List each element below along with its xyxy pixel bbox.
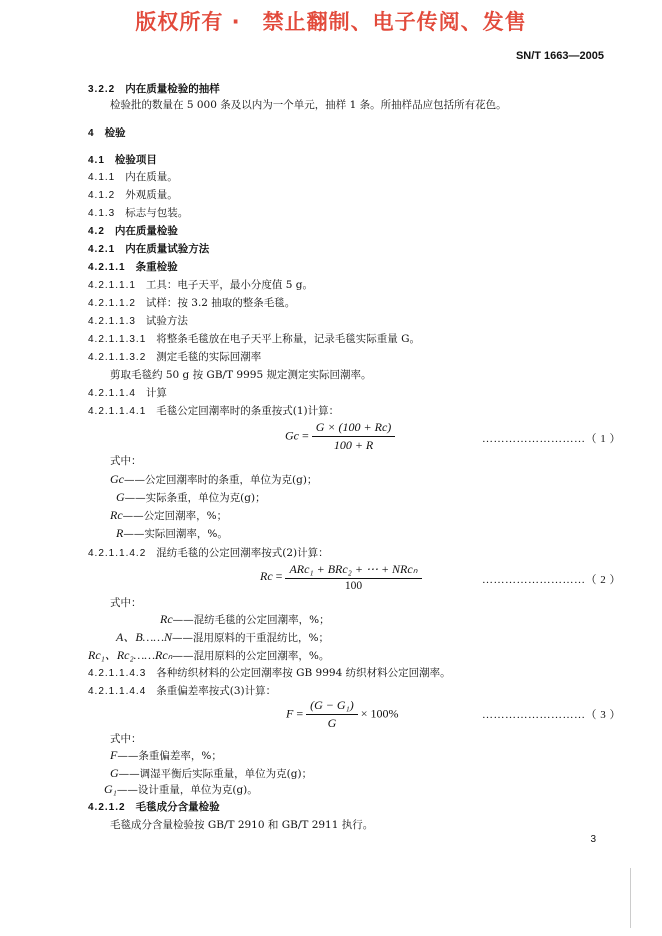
section-number: 4.2.1.1.1: [88, 280, 136, 291]
heading-4-1: [88, 153, 157, 168]
heading-4: [88, 126, 126, 141]
item-4-2-1-1-3-1: [88, 332, 420, 347]
section-number: 4.2.1.1.3: [88, 316, 136, 327]
section-title: 内在质量检验的抽样: [125, 83, 220, 95]
variable-desc: ——实际回潮率，%。: [123, 528, 228, 540]
heading-3-2-2: [88, 82, 220, 97]
heading-4-2-1: [88, 242, 209, 257]
variable-desc: ——公定回潮率时的条重，单位为克(g)；: [124, 474, 318, 486]
variable-symbol: G: [110, 766, 119, 780]
equation-2-label: ………………………（ 2 ）: [482, 574, 621, 586]
item-4-2-1-1-3-2: [88, 350, 261, 365]
denominator: 100 + R: [333, 438, 374, 452]
section-number: 4: [88, 128, 95, 139]
item-text: 毛毯公定回潮率时的条重按式(1)计算：: [156, 405, 340, 417]
variable-def: [110, 472, 317, 487]
item-text: 标志与包装。: [125, 207, 189, 219]
variable-desc: ——混用原料的干重混纺比，%；: [172, 632, 329, 644]
variable-symbol: G: [116, 490, 125, 504]
variable-desc: ——公定回潮率，%；: [122, 510, 228, 522]
item-text: 条重偏差率按式(3)计算：: [156, 685, 277, 697]
numerator: (G − G₁): [306, 698, 358, 715]
item-4-1-1: [88, 170, 178, 185]
section-number: 4.2.1.1.4.1: [88, 406, 147, 417]
item-4-2-1-1-2: [88, 296, 295, 311]
denominator: G: [327, 716, 337, 730]
item-text: 工具：电子天平，最小分度值 5 g。: [145, 279, 313, 291]
section-number: 4.2.1.1: [88, 262, 126, 273]
variable-def: [160, 612, 330, 627]
item-text: 计算: [145, 387, 167, 399]
item-text: 试样：按 3.2 抽取的整条毛毯。: [145, 297, 296, 309]
section-number: 4.1.3: [88, 208, 116, 219]
page-number: 3: [590, 834, 596, 845]
equation-fraction: [312, 420, 396, 453]
equation-lhs: F: [286, 706, 294, 721]
margin-rule: [630, 868, 631, 928]
document-code: SN/T 1663—2005: [515, 50, 604, 62]
section-number: 4.2.1.1.4.3: [88, 668, 147, 679]
denominator: 100: [344, 580, 363, 592]
variable-def: [116, 490, 266, 505]
equation-tail: × 100%: [360, 706, 399, 721]
variable-desc: ——设计重量，单位为克(g)。: [116, 784, 258, 796]
paragraph-3-2-2: 检验批的数量在 5 000 条及以内为一个单元，抽样 1 条。所抽样品应包括所有花色。: [110, 99, 507, 111]
variable-symbol: Gc: [110, 472, 124, 486]
item-4-2-1-1-4-2: [88, 546, 329, 561]
section-number: 4.2.1.1.4.4: [88, 686, 147, 697]
variable-desc: ——实际条重，单位为克(g)；: [124, 492, 266, 504]
section-number: 4.2.1: [88, 244, 116, 255]
section-number: 4.2: [88, 226, 105, 237]
section-number: 4.2.1.1.3.1: [88, 334, 147, 345]
equation-fraction: [306, 698, 358, 731]
section-number: 4.2.1.1.2: [88, 298, 136, 309]
equation-lhs: Gc: [285, 428, 299, 443]
equation-1-label: ………………………（ 1 ）: [482, 433, 621, 445]
variable-desc: ——混纺毛毯的公定回潮率，%；: [172, 614, 330, 626]
variable-desc: ——条重偏差率，%；: [117, 750, 222, 762]
section-number: 4.2.1.1.4.2: [88, 548, 147, 559]
equation-2: Rc = $\frac{\text{ARc₁ + BRc₂ + ⋯ + NRcₙ}}{100}$: [260, 562, 422, 592]
item-text: 测定毛毯的实际回潮率: [156, 351, 262, 363]
variable-def: [110, 748, 222, 763]
variable-symbol: A、B……N: [116, 630, 173, 644]
variable-def: [104, 782, 258, 797]
variable-desc: ——调湿平衡后实际重量，单位为克(g)；: [118, 768, 313, 780]
item-4-2-1-1-4-1: [88, 404, 339, 419]
item-text: 内在质量。: [125, 171, 178, 183]
variable-def: [116, 526, 228, 541]
item-text: 各种纺织材料的公定回潮率按 GB 9994 纺织材料公定回潮率。: [156, 667, 451, 679]
variable-symbol: G₁: [104, 782, 117, 796]
item-4-2-1-1-3: [88, 314, 188, 329]
variable-symbol: R: [116, 526, 124, 540]
section-number: 4.1.2: [88, 190, 116, 201]
section-number: 3.2.2: [88, 84, 116, 95]
equation-lhs: Rc: [260, 568, 273, 583]
item-text: 外观质量。: [125, 189, 178, 201]
section-title: 内在质量检验: [114, 225, 178, 237]
variable-symbol: Rc₁、Rc₂……Rcₙ: [88, 648, 173, 662]
paragraph-4-2-1-2: 毛毯成分含量检验按 GB/T 2910 和 GB/T 2911 执行。: [110, 819, 374, 831]
section-number: 4.2.1.1.3.2: [88, 352, 147, 363]
paragraph-4-2-1-1-3-2: 剪取毛毯约 50 g 按 GB/T 9995 规定测定实际回潮率。: [110, 369, 372, 381]
item-4-2-1-1-4-4: [88, 684, 276, 699]
section-title: 检验: [104, 127, 126, 139]
item-4-2-1-1-4-3: [88, 666, 451, 681]
item-4-1-2: [88, 188, 178, 203]
numerator: G × (100 + Rc): [312, 420, 396, 437]
item-text: 试验方法: [145, 315, 188, 327]
equation-3-label: ………………………（ 3 ）: [482, 709, 621, 721]
equation-1: Gc = $\frac{G \times (100 + Rc)}{100 + R}$: [285, 420, 395, 453]
heading-4-2: [88, 224, 178, 239]
item-text: 混纺毛毯的公定回潮率按式(2)计算：: [156, 547, 329, 559]
variable-def: [88, 648, 329, 663]
variable-def: [116, 630, 329, 645]
heading-4-2-1-1: [88, 260, 178, 275]
item-text: 将整条毛毯放在电子天平上称量，记录毛毯实际重量 G。: [156, 333, 420, 345]
numerator: ARc₁ + BRc₂ + ⋯ + NRcₙ: [285, 562, 421, 579]
section-number: 4.1: [88, 155, 105, 166]
section-number: 4.2.1.2: [88, 802, 126, 813]
variable-symbol: Rc: [160, 612, 173, 626]
where-label-1: 式中：: [110, 455, 142, 467]
item-4-2-1-1-4: [88, 386, 167, 401]
equation-3: F = $\frac{\text{(G − G₁)}}{G}$ × 100%: [286, 698, 399, 730]
section-number: 4.2.1.1.4: [88, 388, 136, 399]
variable-symbol: Rc: [110, 508, 123, 522]
section-title: 毛毯成分含量检验: [135, 801, 220, 813]
variable-def: [110, 766, 312, 781]
watermark-banner: 版权所有 · 禁止翻制、电子传阅、发售: [135, 10, 527, 34]
section-title: 内在质量试验方法: [125, 243, 210, 255]
where-label-2: 式中：: [110, 597, 142, 609]
variable-symbol: F: [110, 748, 118, 762]
item-4-2-1-1-1: [88, 278, 313, 293]
section-title: 条重检验: [135, 261, 178, 273]
section-number: 4.1.1: [88, 172, 116, 183]
where-label-3: 式中：: [110, 733, 142, 745]
variable-def: [110, 508, 227, 523]
heading-4-2-1-2: [88, 800, 220, 815]
equation-fraction: [285, 562, 421, 592]
item-4-1-3: [88, 206, 188, 221]
section-title: 检验项目: [114, 154, 157, 166]
variable-desc: ——混用原料的公定回潮率，%。: [172, 650, 330, 662]
